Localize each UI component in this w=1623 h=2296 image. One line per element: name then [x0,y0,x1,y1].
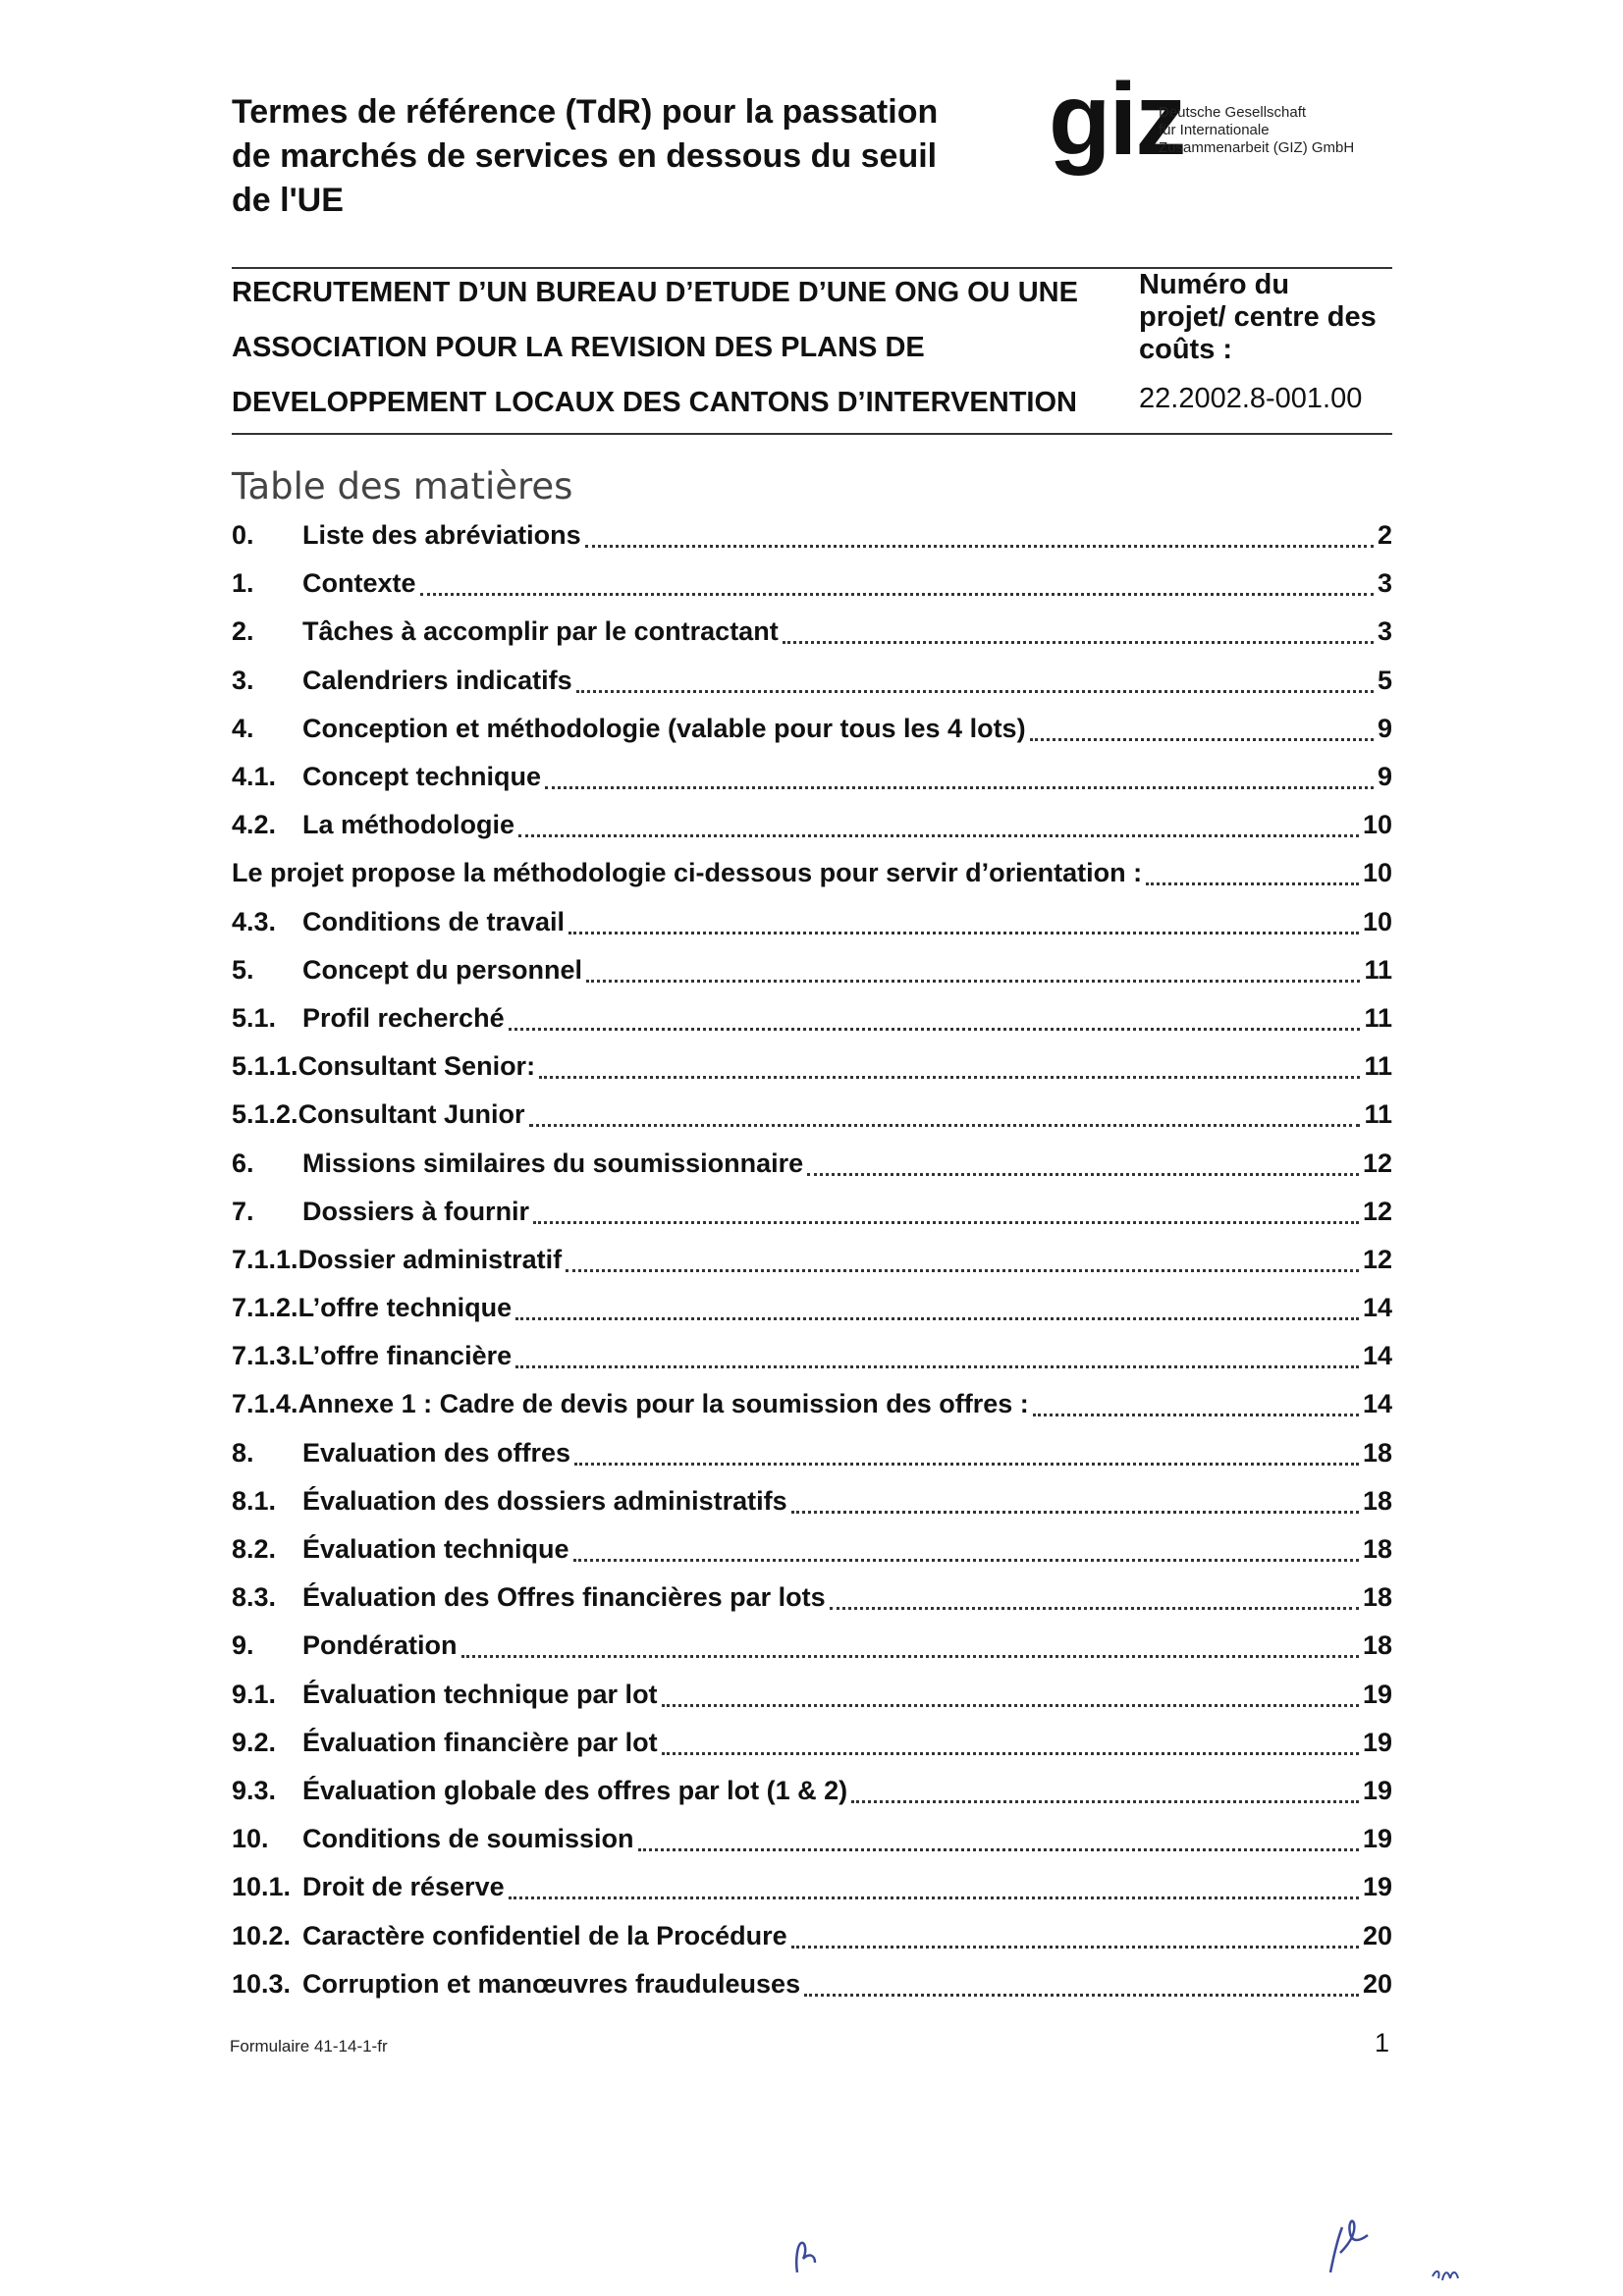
toc-entry [232,1863,1392,1911]
toc-entry-label: Évaluation financière par lot [302,1727,658,1757]
toc-entry-number: 4.2. [232,810,277,840]
cost-label-line: projet/ centre des [1139,301,1377,333]
toc-dot-leader [461,1647,1359,1658]
toc-entry-number: 4. [232,713,254,743]
toc-entry [232,849,1392,897]
toc-entry-page: 18 [1362,1630,1392,1661]
toc-entry-page: 20 [1362,1968,1392,1999]
project-title-line: DEVELOPPEMENT LOCAUX DES CANTONS D’INTERVENTION [232,387,1077,418]
toc-dot-leader [533,1213,1359,1224]
toc-dot-leader [791,1503,1359,1514]
toc-entry-number: 8.3. [232,1582,277,1613]
page-number: 1 [1375,2028,1390,2057]
toc-entry-number: 3. [232,665,254,695]
toc-entry-number: 1. [232,568,254,599]
toc-entry-page: 14 [1362,1389,1392,1419]
toc-entry-label: Profil recherché [302,1002,505,1033]
cost-center [1139,269,1394,414]
handwritten-signature-mark [1321,2214,1380,2282]
toc-entry-label: Annexe 1 : Cadre de devis pour la soumission des offres : [298,1389,1029,1419]
toc-entry [232,1380,1392,1428]
toc-entry-number: 5. [232,954,254,985]
toc-entry-page: 9 [1377,762,1392,792]
toc-dot-leader [1146,875,1359,885]
cost-label-line: Numéro du [1139,269,1290,300]
logo-line: für Internationale [1159,122,1270,138]
logo-mark: giz [1049,63,1185,177]
toc-entry-number: 4.1. [232,762,277,792]
toc-title: Table des matières [232,465,573,507]
toc-entry [232,994,1392,1042]
toc-entry [232,1815,1392,1863]
toc-entry-label: Évaluation des dossiers administratifs [302,1485,787,1516]
toc-entry-number: 0. [232,520,254,551]
toc-entry-label: Contexte [302,568,416,599]
toc-entry [232,1188,1392,1236]
toc-entry [232,1911,1392,1959]
toc-entry [232,1429,1392,1477]
logo-line: Deutsche Gesellschaft [1159,104,1307,121]
toc-entry-page: 3 [1377,616,1392,647]
toc-entry-page: 19 [1362,1872,1392,1902]
title-line: de marchés de services en dessous du seuil [232,136,938,175]
toc-entry-page: 10 [1362,810,1392,840]
toc-entry-label: La méthodologie [302,810,514,840]
toc-entry-page: 11 [1364,954,1392,985]
toc-entry-number: 5.1.1. [232,1051,298,1082]
toc-entry [232,1574,1392,1622]
cost-value: 22.2002.8-001.00 [1139,383,1363,414]
toc-entry-label: Évaluation technique par lot [302,1679,658,1709]
toc-entry-number: 7.1.2. [232,1293,298,1323]
toc-entry-number: 10.1. [232,1872,292,1902]
toc-entry-label: Conditions de soumission [302,1824,634,1854]
toc-entry-page: 20 [1362,1920,1392,1950]
toc-entry-number: 5.1. [232,1002,277,1033]
toc-entry-label: Dossier administratif [298,1244,563,1274]
cost-label [1139,269,1394,366]
toc-dot-leader [804,1986,1359,1997]
toc-entry-label: Conception et méthodologie (valable pour tous les 4 lots) [302,713,1026,743]
toc-entry-number: 5.1.2. [232,1099,298,1130]
toc-dot-leader [851,1792,1359,1803]
toc-dot-leader [807,1165,1359,1176]
toc-entry-page: 12 [1362,1148,1392,1178]
toc-entry-number: 7.1.4. [232,1389,298,1419]
toc-dot-leader [638,1841,1359,1851]
toc-entry-number: 9.3. [232,1775,277,1805]
handwritten-initial-mark [785,2233,825,2282]
toc-dot-leader [515,1309,1359,1320]
toc-entry-number: 10.3. [232,1968,292,1999]
title-line: Termes de référence (TdR) pour la passation [232,93,939,131]
cost-label-line: coûts : [1139,334,1233,365]
toc-entry [232,1284,1392,1332]
toc-entry [232,801,1392,849]
toc-entry-number: 4.3. [232,906,277,936]
toc-entry-label: Consultant Junior [298,1099,525,1130]
toc-entry-label: Évaluation globale des offres par lot (1 & 2) [302,1775,848,1805]
toc-dot-leader [568,924,1359,934]
toc-dot-leader [566,1261,1359,1272]
toc-entry-number: 6. [232,1148,254,1178]
toc-dot-leader [420,585,1374,596]
toc-entry-number: 10. [232,1824,269,1854]
project-title-line: ASSOCIATION POUR LA REVISION DES PLANS DE [232,332,925,363]
toc-entry-label: Évaluation technique [302,1534,569,1565]
toc-entry-number: 9. [232,1630,254,1661]
toc-entry-number: 8.1. [232,1485,277,1516]
toc-entry-label: Évaluation des Offres financières par lots [302,1582,826,1613]
project-divider [232,433,1392,435]
toc-entry-number: 2. [232,616,254,647]
toc-entry-number: 7.1.3. [232,1341,298,1371]
toc-entry-page: 18 [1362,1582,1392,1613]
toc-dot-leader [791,1938,1359,1949]
toc-dot-leader [662,1744,1359,1755]
toc-entry-label: Droit de réserve [302,1872,505,1902]
table-of-contents [232,511,1392,2008]
toc-dot-leader [518,827,1359,837]
toc-dot-leader [509,1889,1359,1899]
toc-entry-label: Pondération [302,1630,458,1661]
toc-entry-page: 14 [1362,1341,1392,1371]
toc-entry-number: 9.2. [232,1727,277,1757]
toc-entry-label: Concept du personnel [302,954,583,985]
toc-dot-leader [830,1599,1359,1610]
form-number: Formulaire 41-14-1-fr [230,2037,388,2056]
toc-entry [232,946,1392,994]
toc-entry-page: 3 [1377,568,1392,599]
toc-dot-leader [509,1020,1361,1031]
toc-dot-leader [585,537,1374,548]
toc-entry-label: L’offre technique [298,1293,513,1323]
toc-dot-leader [573,1551,1359,1562]
toc-entry-label: Dossiers à fournir [302,1196,530,1226]
toc-entry-page: 19 [1362,1679,1392,1709]
toc-entry-label: Calendriers indicatifs [302,665,572,695]
toc-entry-label: Le projet propose la méthodologie ci-dessous pour servir d’orientation : [232,858,1143,888]
toc-entry-page: 5 [1377,665,1392,695]
toc-entry-label: Consultant Senior: [298,1051,536,1082]
toc-entry [232,1139,1392,1187]
toc-entry-page: 9 [1377,713,1392,743]
toc-entry-page: 18 [1362,1534,1392,1565]
toc-entry-page: 11 [1364,1002,1392,1033]
toc-entry-label: Tâches à accomplir par le contractant [302,616,779,647]
giz-logo [1049,63,1422,190]
toc-entry [232,705,1392,753]
toc-entry [232,560,1392,608]
toc-entry-number: 7.1.1. [232,1244,298,1274]
toc-entry-number: 10.2. [232,1920,292,1950]
toc-entry [232,511,1392,560]
toc-entry-label: L’offre financière [298,1341,513,1371]
toc-entry-label: Conditions de travail [302,906,566,936]
toc-entry [232,1091,1392,1139]
toc-entry [232,1042,1392,1091]
project-title-line: RECRUTEMENT D’UN BUREAU D’ETUDE D’UNE ONG OU UNE [232,277,1078,308]
toc-entry-page: 10 [1362,906,1392,936]
toc-entry-page: 11 [1364,1051,1392,1082]
toc-dot-leader [1030,730,1374,741]
toc-dot-leader [783,633,1374,644]
toc-entry-page: 19 [1362,1775,1392,1805]
toc-entry [232,608,1392,656]
logo-text [1159,104,1354,157]
toc-entry-page: 12 [1362,1196,1392,1226]
toc-entry [232,657,1392,705]
toc-entry [232,1477,1392,1525]
toc-entry-page: 12 [1362,1244,1392,1274]
handwritten-initials-mark [1429,2263,1468,2286]
toc-entry-page: 19 [1362,1824,1392,1854]
toc-entry [232,1767,1392,1815]
toc-entry-number: 9.1. [232,1679,277,1709]
toc-entry-number: 8. [232,1437,254,1468]
toc-entry [232,1960,1392,2008]
toc-dot-leader [1033,1406,1359,1416]
toc-entry-page: 18 [1362,1437,1392,1468]
toc-entry-page: 10 [1362,858,1392,888]
toc-entry-number: 7. [232,1196,254,1226]
toc-entry-label: Caractère confidentiel de la Procédure [302,1920,787,1950]
toc-entry-label: Liste des abréviations [302,520,581,551]
toc-entry [232,1719,1392,1767]
toc-entry [232,1525,1392,1574]
toc-entry-label: Concept technique [302,762,542,792]
toc-entry-label: Evaluation des offres [302,1437,571,1468]
toc-entry-page: 2 [1377,520,1392,551]
toc-dot-leader [545,778,1374,789]
toc-dot-leader [539,1068,1360,1079]
toc-dot-leader [576,682,1374,693]
toc-entry-page: 19 [1362,1727,1392,1757]
toc-dot-leader [529,1116,1361,1127]
toc-dot-leader [574,1455,1359,1466]
toc-entry-page: 14 [1362,1293,1392,1323]
toc-entry-label: Missions similaires du soumissionnaire [302,1148,804,1178]
logo-line: Zusammenarbeit (GIZ) GmbH [1159,139,1355,156]
toc-entry [232,898,1392,946]
toc-dot-leader [586,972,1360,983]
toc-entry-label: Corruption et manœuvres frauduleuses [302,1968,801,1999]
document-title [232,90,1017,223]
toc-entry [232,1671,1392,1719]
toc-entry [232,1622,1392,1670]
project-title [232,265,1096,430]
toc-entry-page: 18 [1362,1485,1392,1516]
toc-entry-number: 8.2. [232,1534,277,1565]
toc-dot-leader [515,1358,1359,1368]
title-line: de l'UE [232,181,344,219]
toc-entry-page: 11 [1364,1099,1392,1130]
toc-entry [232,1332,1392,1380]
toc-entry [232,753,1392,801]
toc-entry [232,1236,1392,1284]
toc-dot-leader [662,1696,1359,1707]
